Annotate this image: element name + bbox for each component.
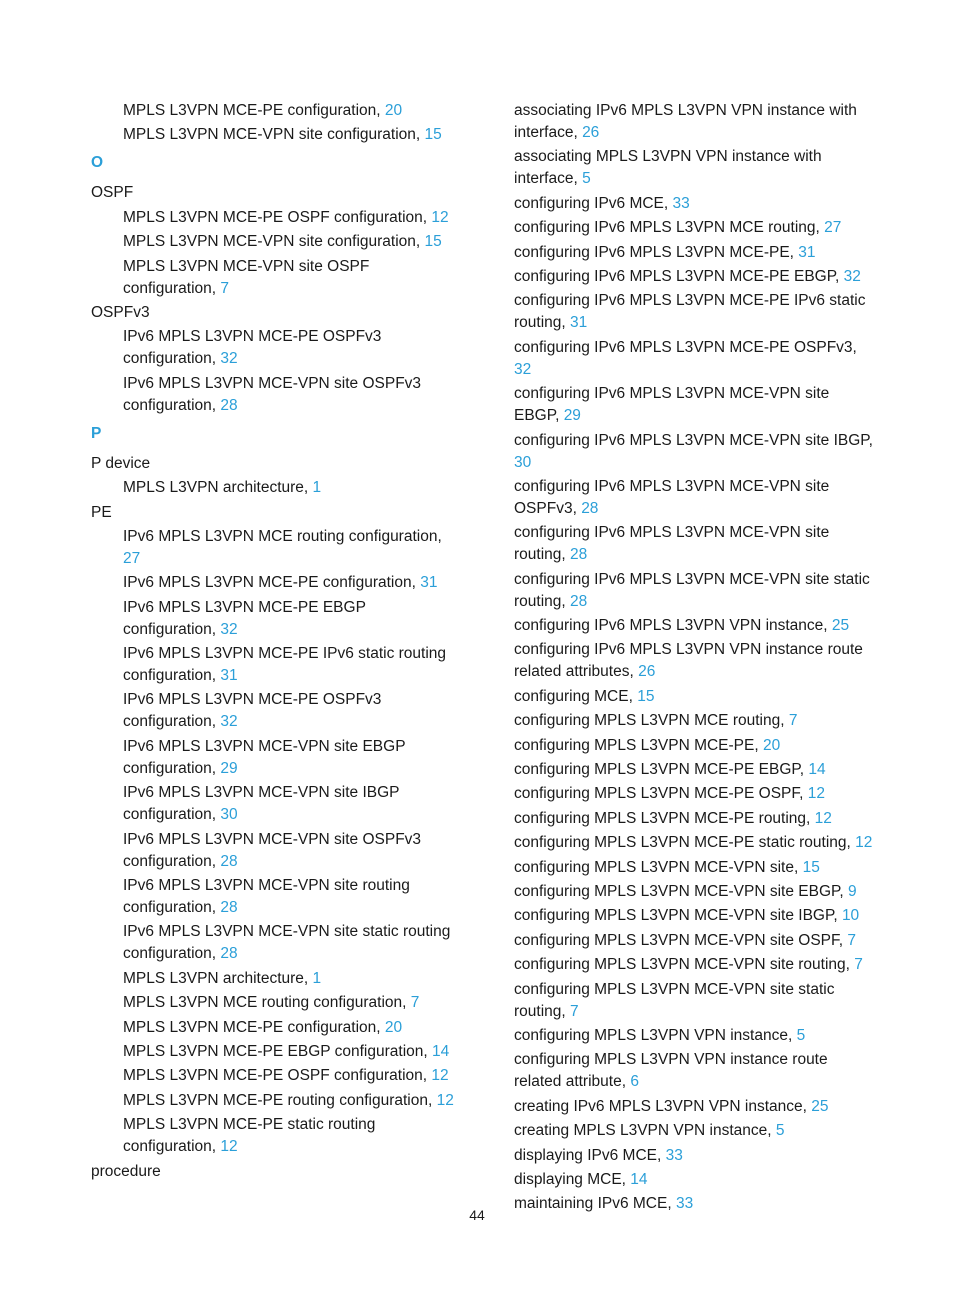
index-entry-text: configuring MPLS L3VPN MCE-PE static routing, bbox=[514, 834, 856, 852]
index-subentry bbox=[91, 1017, 461, 1039]
index-entry-text: MPLS L3VPN MCE-PE static routing configuration, bbox=[123, 1116, 376, 1156]
index-entry bbox=[514, 569, 874, 613]
index-entry-text: configuring MPLS L3VPN MCE-PE OSPF, bbox=[514, 785, 808, 803]
index-entry-text: MPLS L3VPN MCE-PE routing configuration, bbox=[123, 1091, 437, 1109]
page-link[interactable]: 27 bbox=[123, 549, 141, 567]
page-link[interactable]: 28 bbox=[570, 546, 588, 564]
index-entry-text: configuring IPv6 MPLS L3VPN MCE-PE EBGP, bbox=[514, 267, 844, 285]
index-subentry bbox=[91, 572, 461, 594]
index-entry-text: MPLS L3VPN architecture, bbox=[123, 969, 313, 987]
page-link[interactable]: 1 bbox=[312, 479, 322, 497]
index-entry-text: configuring MCE, bbox=[514, 687, 638, 705]
page-link[interactable]: 5 bbox=[796, 1026, 806, 1044]
index-entry-text: MPLS L3VPN architecture, bbox=[123, 479, 313, 497]
index-entry-text: configuring IPv6 MPLS L3VPN MCE-VPN site EBGP, bbox=[514, 385, 830, 425]
page-link[interactable]: 12 bbox=[220, 1138, 238, 1156]
index-entry-text: procedure bbox=[91, 1162, 161, 1180]
index-subentry bbox=[91, 477, 461, 499]
index-entry bbox=[514, 1145, 874, 1167]
page-link[interactable]: 31 bbox=[570, 314, 588, 332]
page-link[interactable]: 12 bbox=[855, 834, 873, 852]
index-entry-text: MPLS L3VPN MCE-PE EBGP configuration, bbox=[123, 1042, 432, 1060]
index-entry bbox=[514, 146, 874, 190]
index-entry-text: MPLS L3VPN MCE-VPN site configuration, bbox=[123, 233, 425, 251]
index-entry-text: MPLS L3VPN MCE-VPN site OSPF configuration, bbox=[123, 257, 370, 297]
index-entry-text: configuring IPv6 MPLS L3VPN MCE-PE OSPFv3, bbox=[514, 338, 857, 356]
index-entry-text: configuring MPLS L3VPN MCE-VPN site OSPF, bbox=[514, 931, 848, 949]
page-link[interactable]: 14 bbox=[630, 1170, 648, 1188]
page-link[interactable]: 7 bbox=[854, 956, 863, 974]
index-subentry bbox=[91, 326, 461, 370]
index-entry-text: PE bbox=[91, 503, 112, 521]
page-link[interactable]: 28 bbox=[570, 592, 588, 610]
index-entry bbox=[514, 217, 874, 239]
index-subentry bbox=[91, 231, 461, 253]
index-column-right bbox=[514, 100, 874, 1218]
index-subentry bbox=[91, 875, 461, 919]
index-subentry bbox=[91, 1114, 461, 1158]
page-link[interactable]: 6 bbox=[630, 1073, 639, 1091]
page-link[interactable]: 31 bbox=[420, 574, 438, 592]
index-entry bbox=[514, 522, 874, 566]
page-link[interactable]: 28 bbox=[220, 852, 238, 870]
index-entry-text: creating MPLS L3VPN VPN instance, bbox=[514, 1122, 776, 1140]
page-link[interactable]: 20 bbox=[384, 1018, 403, 1036]
page-link[interactable]: 7 bbox=[847, 931, 856, 949]
index-subentry bbox=[91, 373, 461, 417]
index-entry bbox=[514, 100, 874, 144]
page-link[interactable]: 5 bbox=[582, 170, 591, 188]
index-entry-text: IPv6 MPLS L3VPN MCE-PE OSPFv3 configuration, bbox=[123, 328, 382, 368]
index-entry bbox=[514, 1096, 874, 1118]
index-subentry bbox=[91, 526, 461, 570]
index-entry-text: IPv6 MPLS L3VPN MCE-VPN site static routing configuration, bbox=[123, 923, 451, 963]
index-entry-text: MPLS L3VPN MCE-PE configuration, bbox=[123, 102, 385, 119]
index-subentry bbox=[91, 1065, 461, 1087]
index-entry-text: IPv6 MPLS L3VPN MCE routing configuration, bbox=[123, 527, 442, 545]
index-entry-text: configuring MPLS L3VPN MCE-PE EBGP, bbox=[514, 761, 809, 779]
index-entry-text: configuring IPv6 MPLS L3VPN MCE-VPN site routing, bbox=[514, 524, 830, 564]
index-entry bbox=[514, 954, 874, 976]
page-link[interactable]: 14 bbox=[432, 1042, 450, 1060]
index-entry bbox=[91, 1161, 461, 1183]
index-entry-text: configuring IPv6 MPLS L3VPN MCE-VPN site IBGP, bbox=[514, 431, 873, 449]
index-entry bbox=[514, 337, 874, 381]
index-subentry bbox=[91, 100, 461, 122]
index-entry-text: maintaining IPv6 MCE, bbox=[514, 1195, 676, 1213]
index-letter-heading: O bbox=[91, 154, 104, 172]
index-entry bbox=[514, 735, 874, 757]
page-link[interactable]: 12 bbox=[807, 785, 826, 803]
index-entry bbox=[514, 930, 874, 952]
page-link[interactable]: 28 bbox=[581, 499, 599, 517]
index-entry bbox=[514, 1120, 874, 1142]
index-entry bbox=[514, 476, 874, 520]
index-entry bbox=[514, 979, 874, 1023]
index-entry-text: MPLS L3VPN MCE-VPN site configuration, bbox=[123, 126, 425, 144]
index-subentry bbox=[91, 1090, 461, 1112]
index-column-left bbox=[91, 100, 461, 1185]
index-entry-text: configuring MPLS L3VPN MCE-PE, bbox=[514, 736, 763, 754]
page-link[interactable]: 12 bbox=[431, 208, 449, 226]
page-number: 44 bbox=[469, 1207, 485, 1223]
index-entry-text: configuring IPv6 MPLS L3VPN VPN instance route related attributes, bbox=[514, 641, 863, 681]
index-entry bbox=[514, 1025, 874, 1047]
index-subentry bbox=[91, 689, 461, 733]
index-entry-text: MPLS L3VPN MCE-PE OSPF configuration, bbox=[123, 208, 432, 226]
index-entry bbox=[91, 453, 461, 475]
page-link[interactable]: 10 bbox=[841, 907, 860, 925]
index-entry-text: displaying IPv6 MCE, bbox=[514, 1146, 666, 1164]
index-entry-text: configuring IPv6 MPLS L3VPN MCE routing, bbox=[514, 219, 825, 237]
index-subentry bbox=[91, 256, 461, 300]
index-entry bbox=[514, 710, 874, 732]
index-entry-text: IPv6 MPLS L3VPN MCE-VPN site OSPFv3 configuration, bbox=[123, 374, 422, 414]
index-entry-text: configuring IPv6 MPLS L3VPN MCE-VPN site OSPFv3, bbox=[514, 477, 830, 517]
index-subentry bbox=[91, 643, 461, 687]
page-link[interactable]: 15 bbox=[637, 687, 655, 705]
index-subentry bbox=[91, 921, 461, 965]
page-link[interactable]: 14 bbox=[808, 761, 826, 779]
index-entry-text: MPLS L3VPN MCE routing configuration, bbox=[123, 994, 411, 1012]
index-entry bbox=[514, 905, 874, 927]
page-link[interactable]: 32 bbox=[220, 620, 238, 638]
index-subentry bbox=[91, 736, 461, 780]
page-link[interactable]: 25 bbox=[811, 1097, 829, 1115]
page-link[interactable]: 28 bbox=[220, 899, 238, 917]
index-entry bbox=[91, 182, 461, 204]
page-link[interactable]: 31 bbox=[220, 667, 238, 685]
page-link[interactable]: 33 bbox=[675, 1195, 694, 1213]
page-link[interactable]: 30 bbox=[220, 806, 238, 824]
page-link[interactable]: 12 bbox=[814, 809, 832, 827]
index-entry-text: configuring IPv6 MPLS L3VPN MCE-VPN site static routing, bbox=[514, 570, 870, 610]
index-entry-text: configuring MPLS L3VPN VPN instance, bbox=[514, 1026, 797, 1044]
index-subentry bbox=[91, 782, 461, 826]
page-link[interactable]: 32 bbox=[514, 360, 532, 378]
page-link[interactable]: 1 bbox=[312, 969, 322, 987]
page-link[interactable]: 7 bbox=[410, 994, 420, 1012]
index-entry-text: IPv6 MPLS L3VPN MCE-VPN site EBGP configuration, bbox=[123, 737, 406, 777]
index-entry bbox=[514, 881, 874, 903]
index-entry-text: configuring MPLS L3VPN MCE-VPN site IBGP, bbox=[514, 907, 842, 925]
index-entry-text: configuring IPv6 MPLS L3VPN MCE-PE IPv6 static routing, bbox=[514, 292, 866, 332]
index-entry-text: displaying MCE, bbox=[514, 1170, 631, 1188]
page-link[interactable]: 15 bbox=[424, 233, 442, 251]
index-entry-text: configuring MPLS L3VPN VPN instance route related attribute, bbox=[514, 1051, 828, 1091]
index-entry bbox=[514, 832, 874, 854]
index-entry bbox=[514, 266, 874, 288]
index-entry bbox=[514, 759, 874, 781]
page-link[interactable]: 32 bbox=[220, 350, 238, 368]
index-entry-text: IPv6 MPLS L3VPN MCE-PE configuration, bbox=[123, 574, 421, 592]
index-subentry bbox=[91, 992, 461, 1014]
index-entry-text: configuring IPv6 MPLS L3VPN MCE-PE, bbox=[514, 243, 799, 261]
index-entry bbox=[514, 1169, 874, 1191]
page-link[interactable]: 33 bbox=[672, 194, 690, 212]
index-entry bbox=[514, 242, 874, 264]
index-entry-text: configuring MPLS L3VPN MCE-VPN site static routing, bbox=[514, 980, 835, 1020]
page-link[interactable]: 26 bbox=[582, 124, 600, 141]
page-link[interactable]: 26 bbox=[638, 663, 656, 681]
page-link[interactable]: 33 bbox=[665, 1146, 683, 1164]
page-link[interactable]: 7 bbox=[570, 1002, 579, 1020]
index-entry bbox=[514, 857, 874, 879]
page-link[interactable]: 29 bbox=[220, 759, 238, 777]
index-entry-text: MPLS L3VPN MCE-PE configuration, bbox=[123, 1018, 385, 1036]
index-entry-text: configuring IPv6 MCE, bbox=[514, 194, 673, 212]
index-entry-text: P device bbox=[91, 454, 151, 472]
page-link[interactable]: 15 bbox=[802, 858, 820, 876]
index-entry bbox=[91, 302, 461, 324]
index-subentry bbox=[91, 597, 461, 641]
page-link[interactable]: 32 bbox=[220, 713, 238, 731]
index-entry bbox=[514, 1049, 874, 1093]
index-entry bbox=[514, 615, 874, 637]
index-entry bbox=[514, 639, 874, 683]
page-link[interactable]: 5 bbox=[775, 1122, 785, 1140]
index-entry bbox=[91, 502, 461, 524]
index-subentry bbox=[91, 968, 461, 990]
page-link[interactable]: 30 bbox=[514, 453, 532, 471]
index-entry-text: configuring MPLS L3VPN MCE routing, bbox=[514, 712, 789, 730]
index-entry-text: OSPFv3 bbox=[91, 303, 150, 321]
index-entry-text: configuring MPLS L3VPN MCE-VPN site, bbox=[514, 858, 803, 876]
index-entry bbox=[514, 686, 874, 708]
index-entry-text: associating MPLS L3VPN VPN instance with interface, bbox=[514, 148, 822, 188]
page-link[interactable]: 29 bbox=[563, 407, 581, 425]
index-entry-text: IPv6 MPLS L3VPN MCE-PE OSPFv3 configuration, bbox=[123, 691, 382, 731]
index-entry-text: configuring MPLS L3VPN MCE-PE routing, bbox=[514, 809, 815, 827]
page-link[interactable]: 15 bbox=[424, 126, 442, 144]
index-entry-text: configuring MPLS L3VPN MCE-VPN site EBGP, bbox=[514, 882, 848, 900]
index-entry-text: configuring IPv6 MPLS L3VPN VPN instance, bbox=[514, 617, 832, 635]
page-link[interactable]: 9 bbox=[847, 882, 857, 900]
index-entry-text: creating IPv6 MPLS L3VPN VPN instance, bbox=[514, 1097, 812, 1115]
index-entry-text: configuring MPLS L3VPN MCE-VPN site routing, bbox=[514, 956, 855, 974]
page-link[interactable]: 12 bbox=[431, 1067, 449, 1085]
index-entry-text: IPv6 MPLS L3VPN MCE-PE EBGP configuration, bbox=[123, 598, 366, 638]
index-subentry bbox=[91, 124, 461, 146]
page-link[interactable]: 31 bbox=[798, 243, 816, 261]
index-entry-text: OSPF bbox=[91, 184, 134, 202]
index-entry bbox=[514, 193, 874, 215]
page-link[interactable]: 12 bbox=[436, 1091, 454, 1109]
index-entry-text: MPLS L3VPN MCE-PE OSPF configuration, bbox=[123, 1067, 432, 1085]
index-letter-heading: P bbox=[91, 424, 102, 442]
index-entry bbox=[514, 783, 874, 805]
index-entry-text: IPv6 MPLS L3VPN MCE-PE IPv6 static routing configuration, bbox=[123, 645, 447, 685]
page-link[interactable]: 25 bbox=[831, 617, 850, 635]
index-subentry bbox=[91, 207, 461, 229]
index-entry bbox=[514, 383, 874, 427]
index-entry-text: IPv6 MPLS L3VPN MCE-VPN site IBGP configuration, bbox=[123, 784, 400, 824]
index-entry bbox=[514, 430, 874, 474]
index-entry bbox=[514, 808, 874, 830]
index-entry-text: IPv6 MPLS L3VPN MCE-VPN site routing configuration, bbox=[123, 877, 410, 917]
index-entry bbox=[514, 290, 874, 334]
index-subentry bbox=[91, 829, 461, 873]
page-link[interactable]: 7 bbox=[220, 279, 229, 297]
index-entry-text: IPv6 MPLS L3VPN MCE-VPN site OSPFv3 configuration, bbox=[123, 830, 422, 870]
page-link[interactable]: 32 bbox=[843, 267, 861, 285]
page-link[interactable]: 20 bbox=[384, 102, 403, 119]
page-link[interactable]: 20 bbox=[762, 736, 781, 754]
index-entry-text: associating IPv6 MPLS L3VPN VPN instance with interface, bbox=[514, 102, 857, 141]
page-link[interactable]: 28 bbox=[220, 396, 238, 414]
page-link[interactable]: 7 bbox=[788, 712, 798, 730]
page-link[interactable]: 28 bbox=[220, 945, 238, 963]
index-subentry bbox=[91, 1041, 461, 1063]
page-link[interactable]: 27 bbox=[824, 219, 842, 237]
